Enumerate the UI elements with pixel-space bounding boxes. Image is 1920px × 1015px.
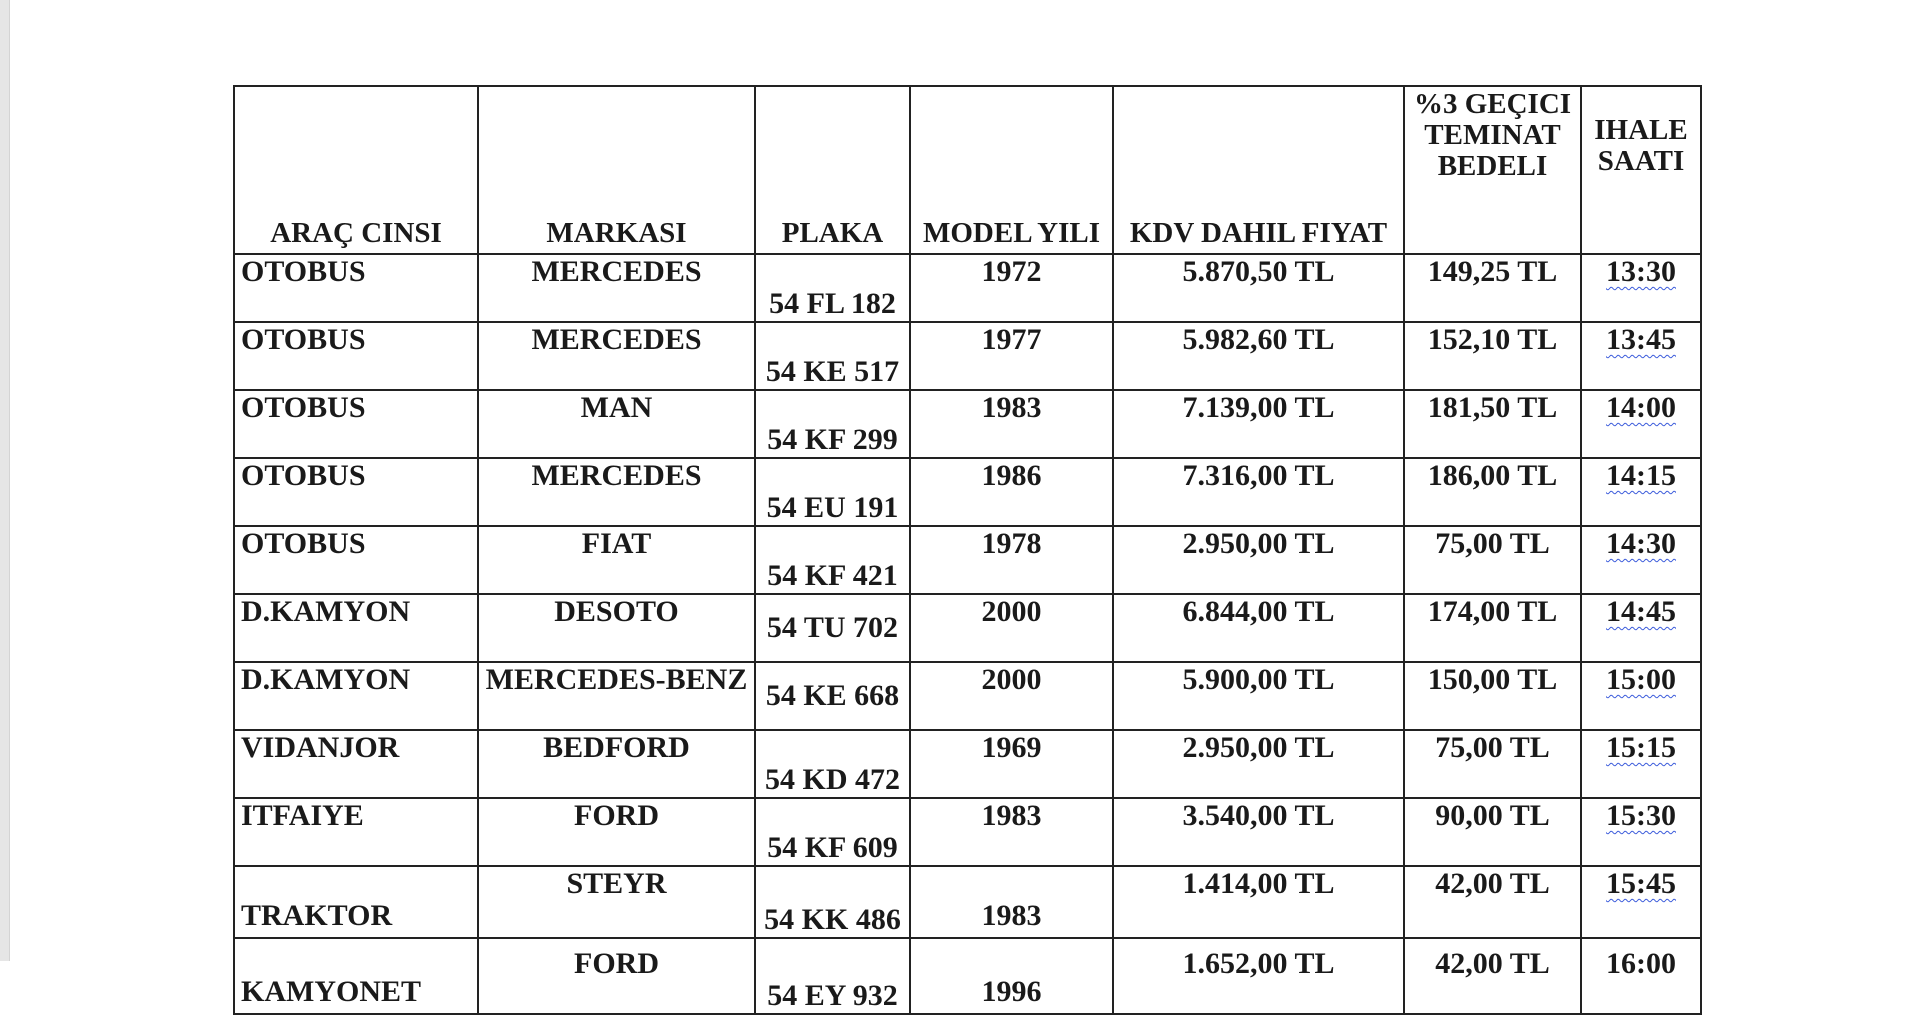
table-row (234, 938, 1701, 1014)
cell-deposit: 181,50 TL (1404, 390, 1581, 458)
column-header-deposit: %3 GEÇICI TEMINAT BEDELI (1404, 86, 1581, 254)
cell-plate: 54 TU 702 (755, 594, 910, 662)
cell-plate: 54 KD 472 (755, 730, 910, 798)
cell-time (1581, 662, 1701, 730)
cell-year: 2000 (910, 594, 1113, 662)
cell-deposit: 152,10 TL (1404, 322, 1581, 390)
column-header-type: ARAÇ CINSI (234, 86, 478, 254)
cell-type: VIDANJOR (234, 730, 478, 798)
vehicle-auction-table (233, 85, 1702, 1015)
table-row (234, 458, 1701, 526)
cell-year: 1996 (910, 938, 1113, 1014)
cell-price: 1.414,00 TL (1113, 866, 1404, 938)
cell-year: 2000 (910, 662, 1113, 730)
cell-price: 7.316,00 TL (1113, 458, 1404, 526)
cell-price: 5.982,60 TL (1113, 322, 1404, 390)
cell-brand: FIAT (478, 526, 755, 594)
cell-plate: 54 KE 517 (755, 322, 910, 390)
cell-plate: 54 KK 486 (755, 866, 910, 938)
cell-type: D.KAMYON (234, 594, 478, 662)
time-text: 14:15 (1606, 459, 1676, 492)
cell-time (1581, 390, 1701, 458)
cell-year: 1983 (910, 390, 1113, 458)
cell-type: OTOBUS (234, 390, 478, 458)
time-text: 14:30 (1606, 527, 1676, 560)
cell-year: 1969 (910, 730, 1113, 798)
table-row (234, 662, 1701, 730)
cell-type: KAMYONET (234, 938, 478, 1014)
cell-deposit: 75,00 TL (1404, 730, 1581, 798)
time-text: 15:00 (1606, 663, 1676, 696)
cell-type: OTOBUS (234, 322, 478, 390)
cell-time (1581, 458, 1701, 526)
cell-price: 5.870,50 TL (1113, 254, 1404, 322)
time-text: 13:30 (1606, 255, 1676, 288)
time-text: 15:45 (1606, 867, 1676, 900)
time-text: 14:45 (1606, 595, 1676, 628)
cell-year: 1983 (910, 866, 1113, 938)
cell-type: TRAKTOR (234, 866, 478, 938)
cell-deposit: 150,00 TL (1404, 662, 1581, 730)
cell-deposit: 90,00 TL (1404, 798, 1581, 866)
time-text: 13:45 (1606, 323, 1676, 356)
cell-deposit: 174,00 TL (1404, 594, 1581, 662)
page-left-edge (0, 0, 10, 961)
cell-plate: 54 EY 932 (755, 938, 910, 1014)
cell-price: 3.540,00 TL (1113, 798, 1404, 866)
cell-brand: STEYR (478, 866, 755, 938)
column-header-price: KDV DAHIL FIYAT (1113, 86, 1404, 254)
cell-plate: 54 KF 299 (755, 390, 910, 458)
cell-time (1581, 526, 1701, 594)
cell-year: 1977 (910, 322, 1113, 390)
cell-deposit: 42,00 TL (1404, 938, 1581, 1014)
cell-type: OTOBUS (234, 458, 478, 526)
column-header-year: MODEL YILI (910, 86, 1113, 254)
cell-brand: FORD (478, 798, 755, 866)
time-text: 14:00 (1606, 391, 1676, 424)
table-row (234, 730, 1701, 798)
cell-type: OTOBUS (234, 254, 478, 322)
table-row (234, 798, 1701, 866)
time-text: 16:00 (1606, 947, 1676, 980)
cell-price: 6.844,00 TL (1113, 594, 1404, 662)
cell-price: 1.652,00 TL (1113, 938, 1404, 1014)
cell-year: 1978 (910, 526, 1113, 594)
table-row (234, 390, 1701, 458)
cell-brand: MAN (478, 390, 755, 458)
cell-time (1581, 322, 1701, 390)
cell-plate: 54 KF 421 (755, 526, 910, 594)
cell-deposit: 42,00 TL (1404, 866, 1581, 938)
column-header-plate: PLAKA (755, 86, 910, 254)
cell-year: 1983 (910, 798, 1113, 866)
cell-time (1581, 938, 1701, 1014)
cell-brand: BEDFORD (478, 730, 755, 798)
cell-time (1581, 730, 1701, 798)
cell-price: 7.139,00 TL (1113, 390, 1404, 458)
cell-year: 1986 (910, 458, 1113, 526)
cell-deposit: 186,00 TL (1404, 458, 1581, 526)
table-header-row (234, 86, 1701, 254)
cell-brand: MERCEDES (478, 254, 755, 322)
cell-brand: MERCEDES (478, 322, 755, 390)
cell-brand: FORD (478, 938, 755, 1014)
cell-type: ITFAIYE (234, 798, 478, 866)
cell-plate: 54 KF 609 (755, 798, 910, 866)
cell-plate: 54 KE 668 (755, 662, 910, 730)
cell-price: 2.950,00 TL (1113, 730, 1404, 798)
column-header-brand: MARKASI (478, 86, 755, 254)
time-text: 15:15 (1606, 731, 1676, 764)
time-text: 15:30 (1606, 799, 1676, 832)
table-row (234, 594, 1701, 662)
cell-plate: 54 FL 182 (755, 254, 910, 322)
cell-deposit: 75,00 TL (1404, 526, 1581, 594)
table-row (234, 866, 1701, 938)
table-row (234, 526, 1701, 594)
column-header-time: IHALE SAATI (1581, 86, 1701, 254)
table-row (234, 254, 1701, 322)
cell-time (1581, 866, 1701, 938)
cell-type: D.KAMYON (234, 662, 478, 730)
cell-price: 5.900,00 TL (1113, 662, 1404, 730)
cell-time (1581, 798, 1701, 866)
cell-time (1581, 254, 1701, 322)
cell-brand: MERCEDES (478, 458, 755, 526)
cell-deposit: 149,25 TL (1404, 254, 1581, 322)
table-row (234, 322, 1701, 390)
cell-time (1581, 594, 1701, 662)
cell-year: 1972 (910, 254, 1113, 322)
cell-type: OTOBUS (234, 526, 478, 594)
cell-brand: DESOTO (478, 594, 755, 662)
cell-plate: 54 EU 191 (755, 458, 910, 526)
cell-brand: MERCEDES-BENZ (478, 662, 755, 730)
cell-price: 2.950,00 TL (1113, 526, 1404, 594)
